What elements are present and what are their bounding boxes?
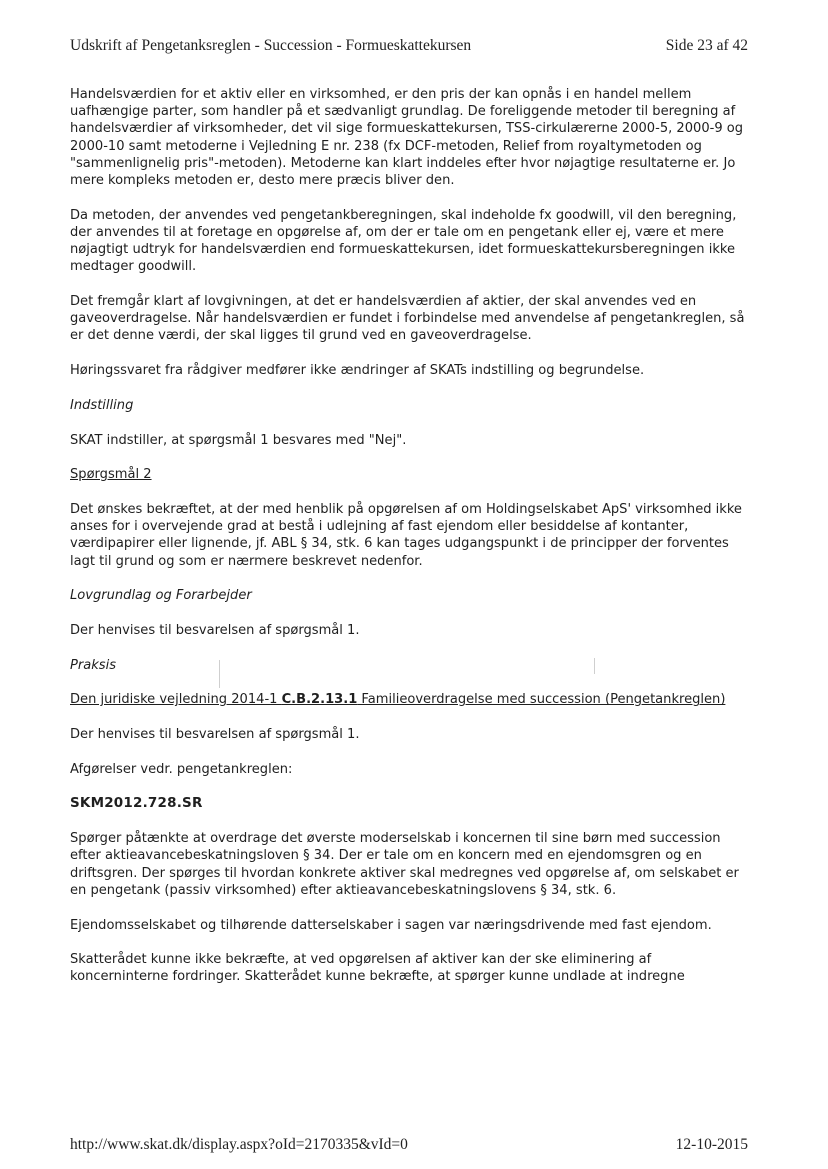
paragraph: Det ønskes bekræftet, at der med henblik på opgørelsen af om Holdingselskabet ApS' virksomhed ikke anses for i overvejende grad at bestå i udlejning af fast ejendom eller besiddelse af kontanter, værdipapirer eller lignende, jf. ABL § 34, stk. 6 kan tages udgangspunkt i de principper der forventes lagt til grund og som er nærmere beskrevet nedenfor. [70,501,742,569]
page-header [70,37,748,55]
scan-mark [594,658,595,674]
paragraph: Spørger påtænkte at overdrage det øverste moderselskab i koncernen til sine børn med succession efter aktieavancebeskatningsloven § 34. Der er tale om en koncern med en ejendomsgren og en driftsgren. Der spørges til hvordan konkrete aktiver skal medregnes ved opgørelse af, om selskabet er en pengetank (passiv virksomhed) efter aktieavancebeskatningslovens § 34, stk. 6. [70,831,739,898]
heading-praksis: Praksis [70,657,117,673]
link-text-a: Den juridiske vejledning 2014-1 [70,692,282,708]
document-body [70,86,748,1003]
footer-url: http://www.skat.dk/display.aspx?oId=2170335&vId=0 [70,1136,408,1153]
paragraph: Høringssvaret fra rådgiver medfører ikke ændringer af SKATs indstilling og begrundelse. [70,363,645,379]
footer-date: 12-10-2015 [675,1136,748,1153]
juridisk-vejledning-link[interactable] [70,692,725,707]
heading-indstilling: Indstilling [70,397,134,413]
heading-skm2012-728-sr: SKM2012.728.SR [70,795,203,812]
page-footer [70,1136,748,1154]
paragraph: Ejendomsselskabet og tilhørende datterselskaber i sagen var næringsdrivende med fast ejendom. [70,917,712,933]
juridisk-vejledning-link-paragraph [70,691,748,708]
heading-lovgrundlag: Lovgrundlag og Forarbejder [70,588,252,604]
link-text-section: C.B.2.13.1 [281,692,358,708]
link-text-c: Familieoverdragelse med succession (Pengetankreglen) [357,692,726,708]
paragraph: Der henvises til besvarelsen af spørgsmål 1. [70,727,360,743]
paragraph: SKAT indstiller, at spørgsmål 1 besvares med "Nej". [70,432,407,448]
paragraph: Der henvises til besvarelsen af spørgsmål 1. [70,622,360,638]
scan-mark [219,660,220,688]
paragraph: Afgørelser vedr. pengetankreglen: [70,761,293,777]
paragraph: Skatterådet kunne ikke bekræfte, at ved opgørelsen af aktiver kan der ske eliminering af koncerninterne fordringer. Skatterådet kunne bekræfte, at spørger kunne undlade at indregne [70,952,685,985]
paragraph: Da metoden, der anvendes ved pengetankberegningen, skal indeholde fx goodwill, vil den beregning, der anvendes til at foretage en opgørelse af, om der er tale om en pengetank eller ej, være et mere nøjagtigt udtryk for handelsværdien end formueskattekursen, idet formueskattekursberegningen ikke medtager goodwill. [70,207,737,275]
paragraph: Handelsværdien for et aktiv eller en virksomhed, er den pris der kan opnås i en handel mellem uafhængige parter, som handler på et sædvanligt grundlag. De foreliggende metoder til beregning af handelsværdier af virksomheder, det vil sige formueskattekursen, TSS-cirkulærerne 2000-5, 2000-9 og 2000-10 samt metoderne i Vejledning E nr. 238 (fx DCF-metoden, Relief from royaltymetoden og "sammenlignelig pris"-metoden). Metoderne kan klart inddeles efter hvor nøjagtige resultaterne er. Jo mere kompleks metoden er, desto mere præcis bliver den. [70,87,744,189]
page-number: Side 23 af 42 [665,37,748,54]
heading-spoergsmaal-2: Spørgsmål 2 [70,467,152,483]
header-title: Udskrift af Pengetanksreglen - Succession - Formueskattekursen [70,37,472,54]
paragraph: Det fremgår klart af lovgivningen, at det er handelsværdien af aktier, der skal anvendes ved en gaveoverdragelse. Når handelsværdien er fundet i forbindelse med anvendelse af pengetankreglen, så er det denne værdi, der skal ligges til grund ved en gaveoverdragelse. [70,294,745,344]
